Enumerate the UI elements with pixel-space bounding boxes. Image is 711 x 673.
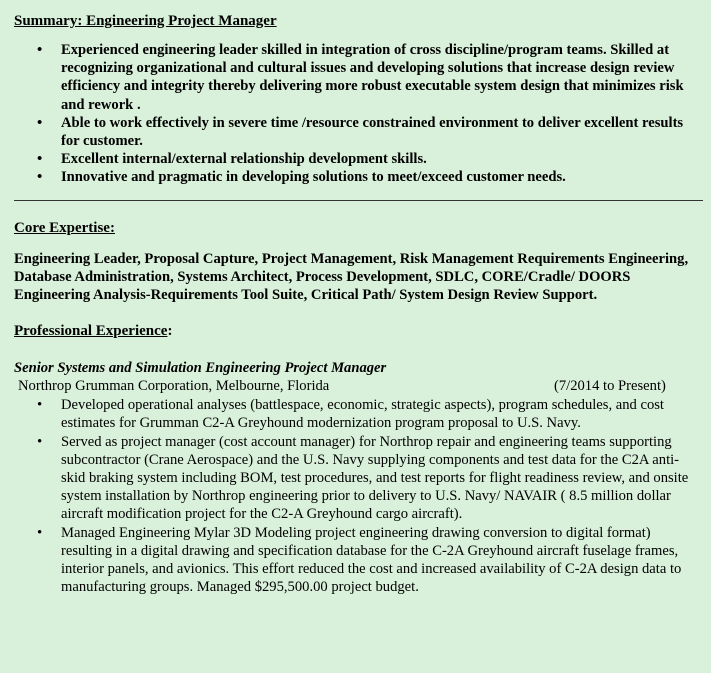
professional-experience-colon: : xyxy=(167,323,173,340)
job-company-line xyxy=(14,377,703,395)
summary-label: Summary xyxy=(14,13,78,29)
core-expertise-heading-text: Core Expertise: xyxy=(14,219,115,236)
summary-heading xyxy=(14,12,703,31)
summary-bullet: • Able to work effectively in severe time /resource constrained environment to deliver excellent results for customer. xyxy=(61,114,703,150)
core-expertise-heading xyxy=(14,219,703,238)
job-duty-bullet: • Developed operational analyses (battlespace, economic, strategic aspects), program schedules, and cost estimates for Grumman C2-A Greyhound modernization program proposal to U.S. Navy. xyxy=(61,396,703,432)
job-title: Senior Systems and Simulation Engineering Project Manager xyxy=(14,360,387,377)
job-duty-bullet: • Served as project manager (cost account manager) for Northrop repair and engineering teams supporting subcontractor (Crane Aerospace) and the U.S. Navy supplying components and test data for the C2A anti-skid braking system including BOM, test procedures, and test reports for flight readiness review, and onsite system installation by Northrop engineering prior to delivery to U.S. Navy/ NAVAIR ( 8.5 million dollar aircraft modification project for the C2-A Greyhound cargo aircraft). xyxy=(61,433,703,524)
job-company: Northrop Grumman Corporation, Melbourne, Florida xyxy=(18,378,330,395)
professional-experience-heading-text: Professional Experience xyxy=(14,323,168,340)
summary-bullet: • Excellent internal/external relationship development skills. xyxy=(61,150,703,168)
summary-bullet: • Experienced engineering leader skilled in integration of cross discipline/program teams. Skilled at recognizing organizational and cultural issues and developing solutions that increase design review efficiency and integrity thereby delivering more robust executable system design that minimizes risk and rework . xyxy=(61,41,703,114)
summary-title: : Engineering Project Manager xyxy=(77,13,277,29)
summary-bullet: • Innovative and pragmatic in developing solutions to meet/exceed customer needs. xyxy=(61,168,703,186)
section-divider xyxy=(14,200,703,201)
professional-experience-heading xyxy=(14,322,703,341)
core-expertise-text: Engineering Leader, Proposal Capture, Project Management, Risk Management Requirements Engineering, Database Administration, Systems Architect, Process Development, SDLC, CORE/Cradle/ DOORS Engineering Analysis-Requirements Tool Suite, Critical Path/ System Design Review Support. xyxy=(14,250,689,304)
job-duties-list xyxy=(14,396,703,596)
job-duty-bullet: • Managed Engineering Mylar 3D Modeling project engineering drawing conversion to digital format) resulting in a digital drawing and specification database for the C-2A Greyhound aircraft fuselage frames, interior panels, and avionics. This effort reduced the cost and increased availability of C-2A design data to manufacturing groups. Managed $295,500.00 project budget. xyxy=(61,524,703,597)
job-dates: (7/2014 to Present) xyxy=(554,378,666,395)
summary-list xyxy=(14,41,703,187)
